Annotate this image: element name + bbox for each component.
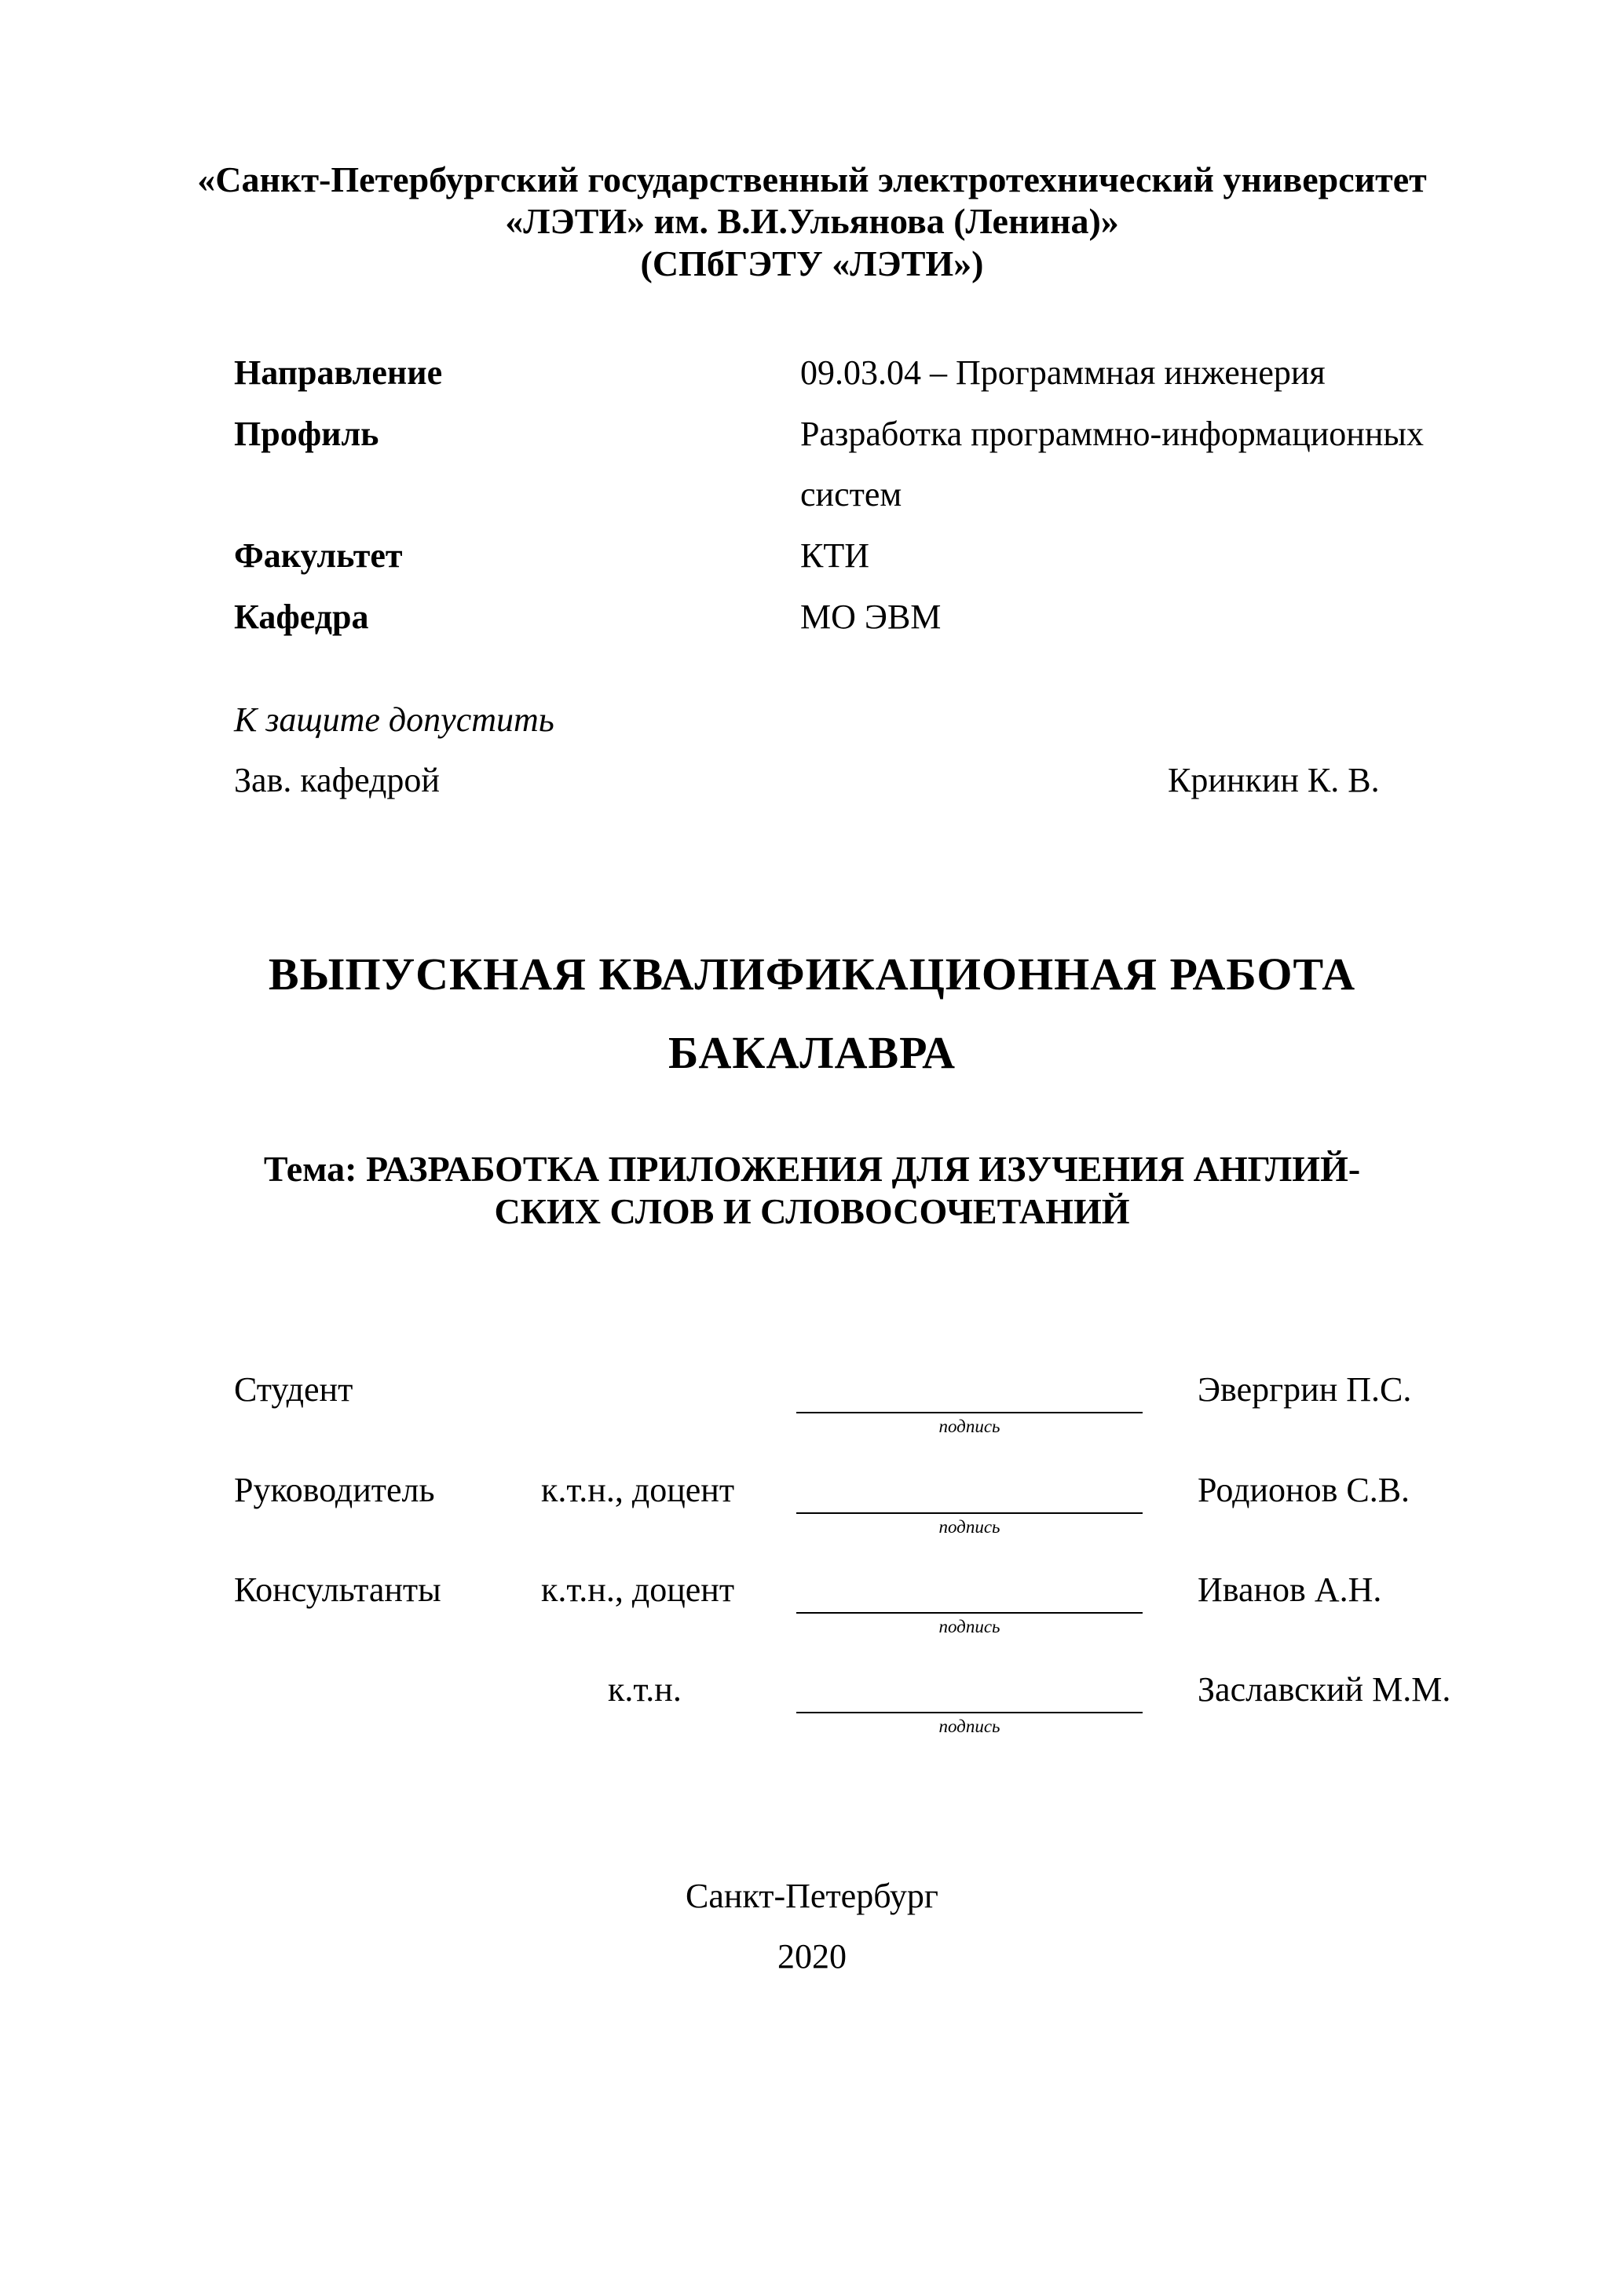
signature-degree: к.т.н., доцент bbox=[541, 1471, 735, 1509]
footer-year: 2020 bbox=[777, 1937, 847, 1976]
info-value-direction: 09.03.04 – Программная инженерия bbox=[800, 353, 1326, 392]
university-name-line1: «Санкт-Петербургский государственный электротехнический университет bbox=[197, 159, 1427, 199]
university-name-line2: «ЛЭТИ» им. В.И.Ульянова (Ленина)» bbox=[505, 201, 1119, 241]
info-label-faculty: Факультет bbox=[234, 536, 403, 575]
admission-heading: К защите допустить bbox=[234, 700, 554, 739]
info-value-department: МО ЭВМ bbox=[800, 598, 942, 636]
signature-name: Родионов С.В. bbox=[1198, 1471, 1410, 1509]
signature-caption: подпись bbox=[938, 1617, 1000, 1636]
info-value-profile: Разработка программно-информационных bbox=[800, 415, 1424, 453]
signature-line bbox=[796, 1512, 1143, 1514]
info-label-profile: Профиль bbox=[234, 415, 379, 453]
admission-position: Зав. кафедрой bbox=[234, 761, 440, 799]
signature-caption: подпись bbox=[938, 1417, 1000, 1436]
signature-caption: подпись bbox=[938, 1717, 1000, 1736]
footer-city: Санкт-Петербург bbox=[686, 1877, 938, 1915]
signature-role: Студент bbox=[234, 1370, 353, 1409]
info-label-department: Кафедра bbox=[234, 598, 369, 636]
university-abbreviation: (СПбГЭТУ «ЛЭТИ») bbox=[640, 243, 984, 283]
topic-line2: СКИХ СЛОВ И СЛОВОСОЧЕТАНИЙ bbox=[494, 1191, 1130, 1231]
signature-name: Эвергрин П.С. bbox=[1198, 1370, 1412, 1409]
info-label-direction: Направление bbox=[234, 353, 443, 392]
signature-line bbox=[796, 1712, 1143, 1713]
work-title-line2: БАКАЛАВРА bbox=[668, 1027, 956, 1078]
signature-degree: к.т.н. bbox=[608, 1670, 682, 1709]
signature-line bbox=[796, 1612, 1143, 1614]
info-value-profile-cont: систем bbox=[800, 475, 902, 514]
signature-caption: подпись bbox=[938, 1517, 1000, 1537]
signature-role: Руководитель bbox=[234, 1471, 435, 1509]
signature-degree: к.т.н., доцент bbox=[541, 1570, 735, 1609]
info-value-faculty: КТИ bbox=[800, 536, 869, 575]
signature-line bbox=[796, 1412, 1143, 1413]
topic-line1: Тема: РАЗРАБОТКА ПРИЛОЖЕНИЯ ДЛЯ ИЗУЧЕНИЯ АНГЛИЙ- bbox=[263, 1149, 1361, 1189]
work-title-line1: ВЫПУСКНАЯ КВАЛИФИКАЦИОННАЯ РАБОТА bbox=[268, 949, 1356, 1000]
admission-name: Кринкин К. В. bbox=[1168, 761, 1380, 799]
signature-role: Консультанты bbox=[234, 1570, 441, 1609]
signature-name: Иванов А.Н. bbox=[1198, 1570, 1382, 1609]
signature-name: Заславский М.М. bbox=[1198, 1670, 1451, 1709]
